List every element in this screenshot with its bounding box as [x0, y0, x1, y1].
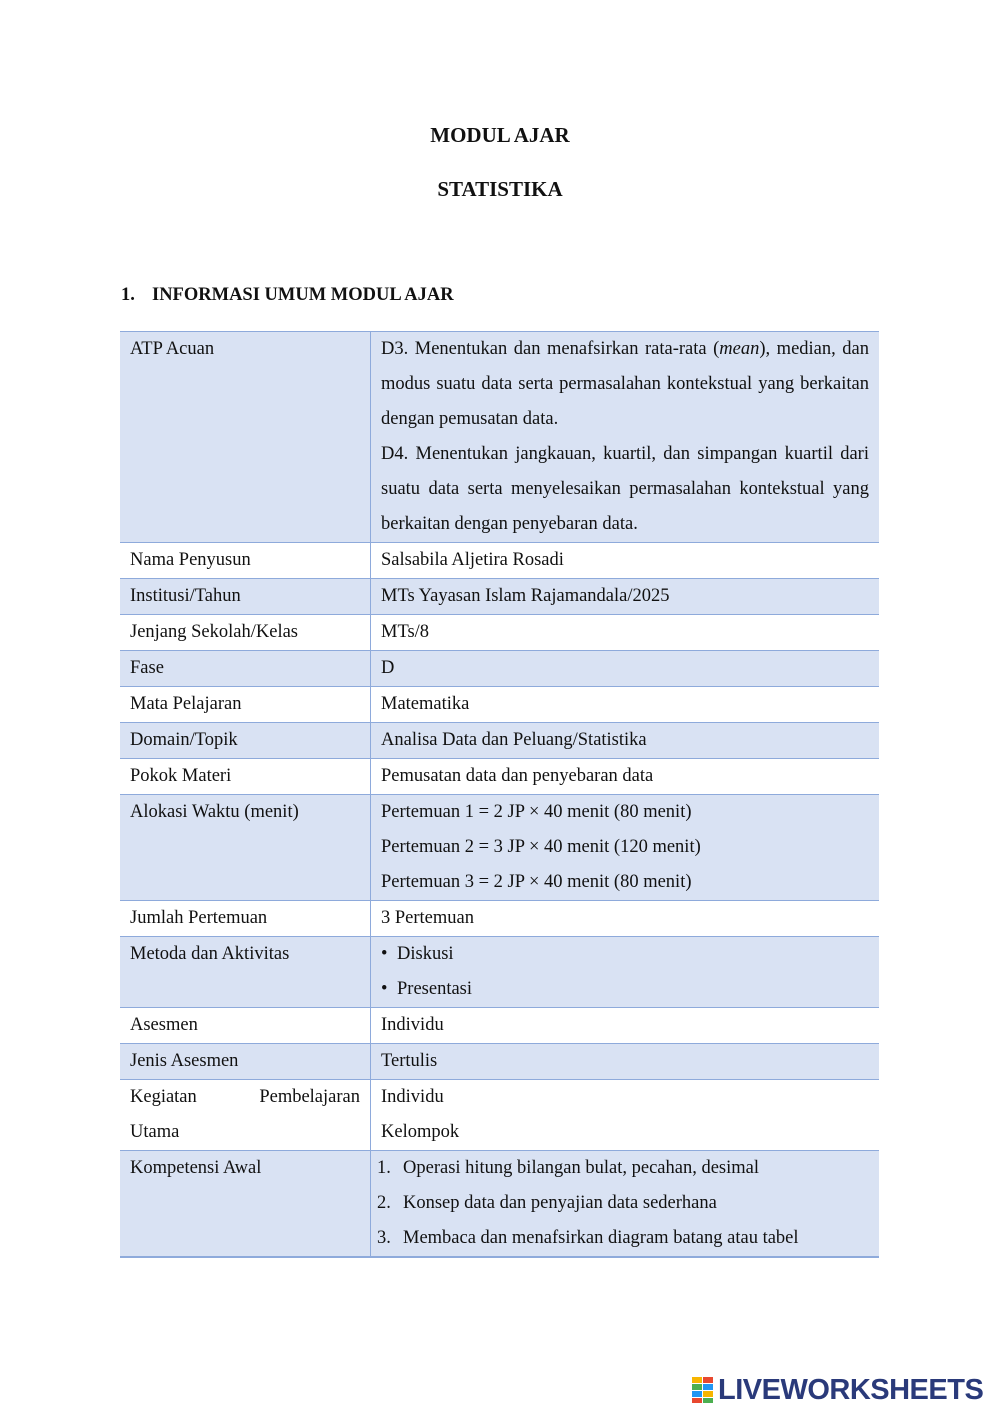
value-institusi: MTs Yayasan Islam Rajamandala/2025	[371, 579, 880, 615]
table-row-kegiatan	[120, 1080, 879, 1151]
value-mapel: Matematika	[371, 687, 880, 723]
value-jumlah: 3 Pertemuan	[371, 901, 880, 937]
table-row-pokok	[120, 759, 879, 795]
value-jenis: Tertulis	[371, 1044, 880, 1080]
value-metoda	[371, 937, 880, 1008]
list-item-number: 1.	[377, 1158, 391, 1178]
table-row-alokasi	[120, 795, 879, 901]
list-item	[377, 1221, 869, 1256]
atp-d3	[381, 332, 869, 437]
label-kegiatan-line1: Kegiatan Pembelajaran	[130, 1087, 360, 1107]
list-item-number: 3.	[377, 1228, 391, 1248]
section-number: 1.	[121, 285, 135, 305]
label-domain: Domain/Topik	[120, 723, 371, 759]
liveworksheets-logo[interactable]	[692, 1374, 983, 1406]
value-asesmen: Individu	[371, 1008, 880, 1044]
list-item	[381, 937, 869, 972]
label-kompetensi: Kompetensi Awal	[120, 1151, 371, 1258]
list-item	[377, 1186, 869, 1221]
table-row-domain	[120, 723, 879, 759]
value-alokasi	[371, 795, 880, 901]
label-jenjang: Jenjang Sekolah/Kelas	[120, 615, 371, 651]
value-domain: Analisa Data dan Peluang/Statistika	[371, 723, 880, 759]
label-kegiatan-line2: Utama	[130, 1122, 180, 1142]
value-kompetensi	[371, 1151, 880, 1258]
label-pokok: Pokok Materi	[120, 759, 371, 795]
table-row-asesmen	[120, 1008, 879, 1044]
list-item-text: Operasi hitung bilangan bulat, pecahan, desimal	[403, 1158, 760, 1178]
list-item	[381, 972, 869, 1007]
info-table	[120, 331, 879, 1258]
table-row-nama-penyusun	[120, 543, 879, 579]
list-item	[377, 1151, 869, 1186]
list-item-text: Konsep data dan penyajian data sederhana	[403, 1193, 717, 1213]
value-pokok: Pemusatan data dan penyebaran data	[371, 759, 880, 795]
bullet-icon: •	[381, 944, 388, 964]
label-atp: ATP Acuan	[120, 332, 371, 543]
table-row-atp	[120, 332, 879, 543]
liveworksheets-brand-text: LIVEWORKSHEETS	[718, 1373, 984, 1406]
list-item-number: 2.	[377, 1193, 391, 1213]
alokasi-line: Pertemuan 3 = 2 JP × 40 menit (80 menit)	[381, 872, 692, 892]
table-row-metoda	[120, 937, 879, 1008]
value-kegiatan	[371, 1080, 880, 1151]
value-atp	[371, 332, 880, 543]
label-nama-penyusun: Nama Penyusun	[120, 543, 371, 579]
list-item-text: Presentasi	[397, 979, 473, 999]
table-row-mapel	[120, 687, 879, 723]
section-heading	[121, 285, 454, 306]
kegiatan-line: Individu	[381, 1087, 444, 1107]
list-item-text: Diskusi	[397, 944, 454, 964]
document-subtitle: STATISTIKA	[437, 177, 563, 201]
label-fase: Fase	[120, 651, 371, 687]
section-heading-text: INFORMASI UMUM MODUL AJAR	[152, 285, 454, 305]
label-jenis: Jenis Asesmen	[120, 1044, 371, 1080]
label-alokasi: Alokasi Waktu (menit)	[120, 795, 371, 901]
value-fase: D	[371, 651, 880, 687]
label-mapel: Mata Pelajaran	[120, 687, 371, 723]
kegiatan-line: Kelompok	[381, 1122, 460, 1142]
table-row-kompetensi	[120, 1151, 879, 1258]
value-jenjang: MTs/8	[371, 615, 880, 651]
table-row-fase	[120, 651, 879, 687]
label-jumlah: Jumlah Pertemuan	[120, 901, 371, 937]
table-row-institusi	[120, 579, 879, 615]
document-title: MODUL AJAR	[430, 123, 570, 147]
list-item-text: Membaca dan menafsirkan diagram batang atau tabel	[403, 1228, 799, 1248]
atp-d3-suffix: ), median, dan modus suatu data serta permasalahan kontekstual yang berkaitan dengan pemusatan data.	[381, 339, 869, 429]
label-institusi: Institusi/Tahun	[120, 579, 371, 615]
alokasi-line: Pertemuan 1 = 2 JP × 40 menit (80 menit)	[381, 802, 692, 822]
table-row-jenjang	[120, 615, 879, 651]
atp-d3-prefix: D3. Menentukan dan menafsirkan rata-rata (	[381, 339, 720, 359]
bullet-icon: •	[381, 979, 388, 999]
label-asesmen: Asesmen	[120, 1008, 371, 1044]
value-nama-penyusun: Salsabila Aljetira Rosadi	[371, 543, 880, 579]
liveworksheets-logo-icon	[692, 1377, 714, 1403]
table-row-jenis	[120, 1044, 879, 1080]
atp-d4: D4. Menentukan jangkauan, kuartil, dan simpangan kuartil dari suatu data serta menyelesaikan permasalahan kontekstual yang berkaitan dengan penyebaran data.	[381, 444, 869, 534]
atp-d3-em: mean	[719, 339, 760, 359]
alokasi-line: Pertemuan 2 = 3 JP × 40 menit (120 menit)	[381, 837, 701, 857]
table-row-jumlah	[120, 901, 879, 937]
label-kegiatan	[120, 1080, 371, 1151]
label-metoda: Metoda dan Aktivitas	[120, 937, 371, 1008]
